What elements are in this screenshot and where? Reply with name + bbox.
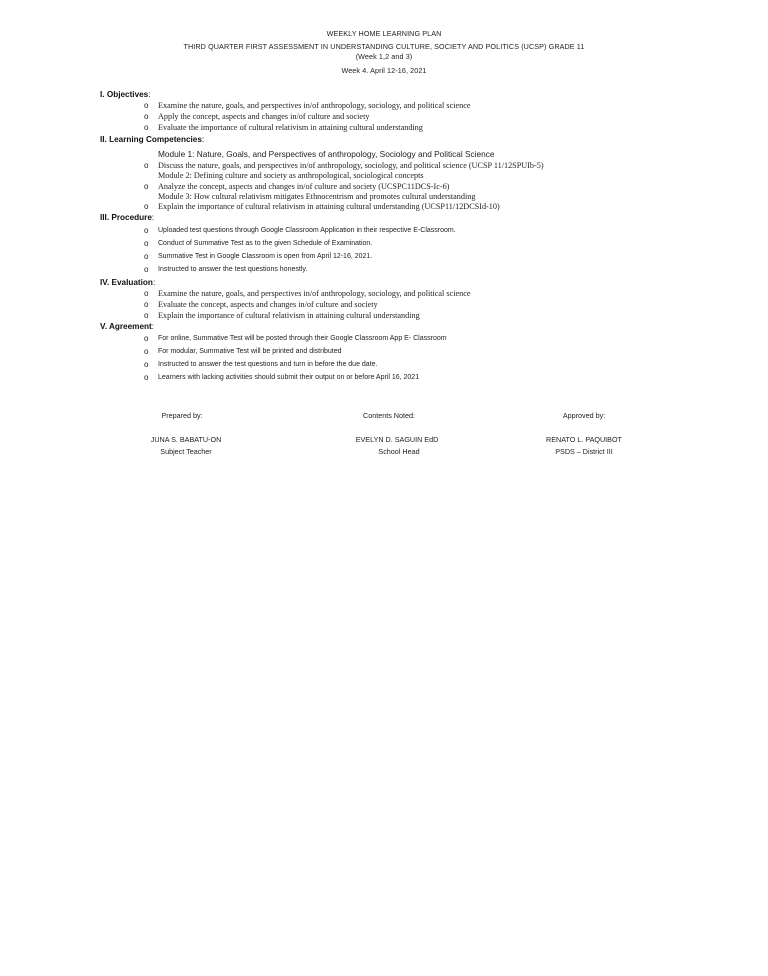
list-item: Apply the concept, aspects and changes in/of culture and society: [158, 112, 370, 121]
assessment-title: THIRD QUARTER FIRST ASSESSMENT IN UNDERSTANDING CULTURE, SOCIETY AND POLITICS (UCSP) GRADE 11: [183, 42, 585, 51]
list-item: Conduct of Summative Test as to the given Schedule of Examination.: [158, 240, 373, 247]
bullet-icon: o: [144, 360, 149, 369]
list-item: Instructed to answer the test questions and turn in before the due date.: [158, 361, 378, 368]
bullet-icon: o: [144, 300, 149, 309]
bullet-icon: o: [144, 101, 149, 110]
bullet-icon: o: [144, 265, 149, 274]
list-item: For online, Summative Test will be posted through their Google Classroom App E- Classroom: [158, 335, 447, 342]
list-item: Learners with lacking activities should submit their output on or before April 16, 2021: [158, 374, 420, 381]
noted-by-label: Contents Noted:: [363, 411, 415, 420]
bullet-icon: o: [144, 161, 149, 170]
approved-by-title: PSDS – District III: [555, 447, 613, 456]
noted-by-name: EVELYN D. SAGUIN EdD: [355, 435, 439, 444]
list-item: Summative Test in Google Classroom is open from April 12-16, 2021.: [158, 253, 373, 260]
list-item: Uploaded test questions through Google Classroom Application in their respective E-Classroom.: [158, 227, 456, 234]
bullet-icon: o: [144, 347, 149, 356]
list-item: Analyze the concept, aspects and changes in/of culture and society (UCSPC11DCS-Ic-6): [158, 182, 450, 191]
module-3-heading: Module 3: How cultural relativism mitigates Ethnocentrism and promotes cultural understanding: [158, 192, 476, 201]
week-date: Week 4. April 12-16, 2021: [341, 66, 427, 75]
prepared-by-title: Subject Teacher: [160, 447, 212, 456]
weeks-subtitle: (Week 1,2 and 3): [355, 52, 413, 61]
list-item: Evaluate the importance of cultural relativism in attaining cultural understanding: [158, 123, 423, 132]
plan-title: WEEKLY HOME LEARNING PLAN: [326, 29, 442, 38]
list-item: Examine the nature, goals, and perspectives in/of anthropology, sociology, and political science: [158, 101, 471, 110]
list-item: Explain the importance of cultural relativism in attaining cultural understanding: [158, 311, 420, 320]
bullet-icon: o: [144, 252, 149, 261]
bullet-icon: o: [144, 182, 149, 191]
bullet-icon: o: [144, 112, 149, 121]
approved-by-label: Approved by:: [562, 411, 606, 420]
bullet-icon: o: [144, 202, 149, 211]
module-2-heading: Module 2: Defining culture and society as anthropological, sociological concepts: [158, 171, 424, 180]
list-item: Evaluate the concept, aspects and changes in/of culture and society: [158, 300, 378, 309]
evaluation-heading: IV. Evaluation:: [100, 278, 156, 287]
approved-by-name: RENATO L. PAQUIBOT: [546, 435, 622, 444]
list-item: Discuss the nature, goals, and perspectives in/of anthropology, sociology, and political science (UCSP 11/12SPUIb-5): [158, 161, 544, 170]
bullet-icon: o: [144, 289, 149, 298]
objectives-heading: I. Objectives:: [100, 90, 151, 99]
prepared-by-label: Prepared by:: [161, 411, 203, 420]
list-item: For modular, Summative Test will be printed and distributed: [158, 348, 342, 355]
prepared-by-name: JUNA S. BABATU-ON: [150, 435, 222, 444]
bullet-icon: o: [144, 239, 149, 248]
procedure-heading: III. Procedure:: [100, 213, 155, 222]
bullet-icon: o: [144, 123, 149, 132]
list-item: Instructed to answer the test questions honestly.: [158, 266, 308, 273]
bullet-icon: o: [144, 373, 149, 382]
list-item: Explain the importance of cultural relativism in attaining cultural understanding (UCSP11/12DCSId-10): [158, 202, 500, 211]
bullet-icon: o: [144, 334, 149, 343]
bullet-icon: o: [144, 311, 149, 320]
competencies-heading: II. Learning Competencies:: [100, 135, 205, 144]
noted-by-title: School Head: [378, 447, 420, 456]
agreement-heading: V. Agreement:: [100, 322, 155, 331]
list-item: Examine the nature, goals, and perspectives in/of anthropology, sociology, and political science: [158, 289, 471, 298]
bullet-icon: o: [144, 226, 149, 235]
module-1-heading: Module 1: Nature, Goals, and Perspectives of anthropology, Sociology and Political Science: [158, 149, 495, 159]
